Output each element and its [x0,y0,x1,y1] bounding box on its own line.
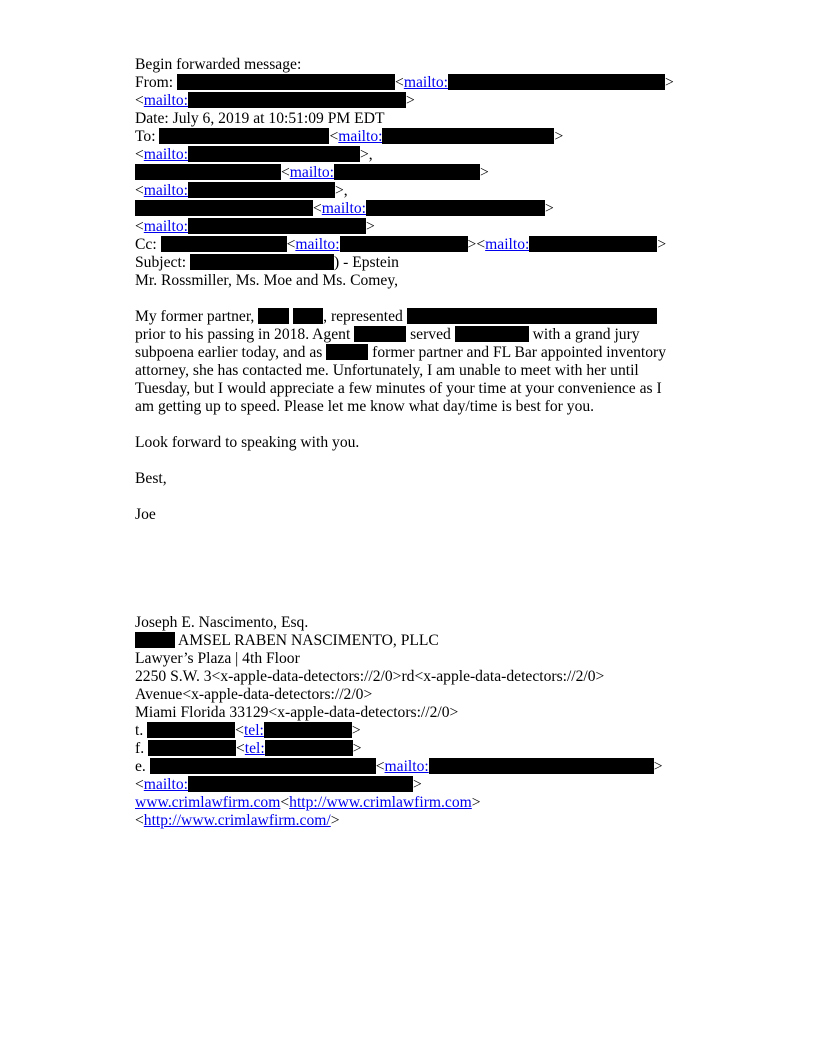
signature-name: Joseph E. Nascimento, Esq. [135,614,309,631]
redaction-block [159,128,329,144]
signature-email: e. <mailto: > [135,758,663,775]
signature-address-2: Avenue<x-apple-data-detectors://2/0> [135,686,373,703]
redaction-block [265,740,353,756]
body-line-5: Tuesday, but I would appreciate a few minutes of your time at your convenience as I [135,380,662,397]
redaction-block [150,758,376,774]
subject-line: Subject: ) - Epstein [135,254,399,271]
mailto-link[interactable]: mailto: [403,74,449,91]
body-line-2: prior to his passing in 2018. Agent served with a grand jury [135,326,640,343]
redaction-block [258,308,289,324]
redaction-block [429,758,654,774]
signature-firm: AMSEL RABEN NASCIMENTO, PLLC [135,632,439,650]
redaction-block [188,776,413,792]
from-line: From: <mailto: > [135,74,674,91]
mailto-link[interactable]: mailto: [289,164,334,181]
website-url-link[interactable]: http://www.crimlawfirm.com/ [143,812,331,829]
sender-first-name: Joe [135,506,156,523]
from-line-cont: <mailto: > [135,92,415,109]
website-url-link[interactable]: http://www.crimlawfirm.com [289,794,472,811]
body-line-4: attorney, she has contacted me. Unfortunately, I am unable to meet with her until [135,362,639,379]
redaction-block [188,182,335,198]
closing-line: Look forward to speaking with you. [135,434,360,451]
redaction-block [135,164,281,180]
redaction-block [448,74,665,90]
mailto-link[interactable]: mailto: [143,218,188,235]
subject-label: Subject: [135,254,187,271]
body-line-6: am getting up to speed. Please let me know what day/time is best for you. [135,398,595,415]
to-line: To: <mailto: > [135,128,564,145]
body-line-1: My former partner, , represented [135,308,657,326]
redaction-block [334,164,480,180]
signature-website-cont: <http://www.crimlawfirm.com/> [135,812,340,829]
redaction-block [190,254,334,270]
signature-phone: t. <tel: > [135,722,361,739]
redaction-block [382,128,554,144]
to-line-4: <mailto: >, [135,182,348,199]
redaction-block [135,200,313,216]
salutation: Mr. Rossmiller, Ms. Moe and Ms. Comey, [135,272,399,289]
to-label: To: [135,128,156,145]
redaction-block [147,722,235,738]
sign-off: Best, [135,470,167,487]
cc-line: Cc: <mailto: ><mailto: > [135,236,667,253]
mailto-link[interactable]: mailto: [143,182,188,199]
signature-plaza: Lawyer’s Plaza | 4th Floor [135,650,300,667]
redaction-block [161,236,287,252]
signature-email-cont: <mailto: > [135,776,422,793]
body-line-3: subpoena earlier today, and as former partner and FL Bar appointed inventory [135,344,667,361]
to-line-6: <mailto: > [135,218,375,235]
redaction-block [293,308,323,324]
signature-website: www.crimlawfirm.com<http://www.crimlawfirm.com> [135,794,481,811]
from-label: From: [135,74,174,91]
signature-fax: f. <tel: > [135,740,362,757]
website-link[interactable]: www.crimlawfirm.com [135,794,281,811]
forward-line: Begin forwarded message: [135,56,302,73]
mailto-link[interactable]: mailto: [384,758,429,775]
cc-label: Cc: [135,236,157,253]
redaction-block [326,344,368,360]
mailto-link[interactable]: mailto: [143,92,188,109]
redaction-block [455,326,529,342]
redaction-block [188,218,366,234]
mailto-link[interactable]: mailto: [295,236,340,253]
mailto-link[interactable]: mailto: [485,236,530,253]
redaction-block [264,722,352,738]
mailto-link[interactable]: mailto: [338,128,383,145]
redaction-block [177,74,395,90]
redaction-block [188,92,406,108]
date-line: Date: July 6, 2019 at 10:51:09 PM EDT [135,110,385,127]
redaction-block [407,308,657,324]
redaction-block [354,326,406,342]
tel-link[interactable]: tel: [244,740,265,757]
tel-link[interactable]: tel: [243,722,264,739]
signature-address-1: 2250 S.W. 3<x-apple-data-detectors://2/0>rd<x-apple-data-detectors://2/0> [135,668,605,685]
to-line-2: <mailto: >, [135,146,373,163]
signature-address-3: Miami Florida 33129<x-apple-data-detectors://2/0> [135,704,459,721]
redaction-block [366,200,545,216]
mailto-link[interactable]: mailto: [321,200,366,217]
redaction-block [529,236,657,252]
redaction-block [188,146,360,162]
redaction-block [148,740,236,756]
to-line-3: <mailto: > [135,164,489,182]
redaction-block [135,632,175,648]
to-line-5: <mailto: > [135,200,554,218]
redaction-block [340,236,468,252]
mailto-link[interactable]: mailto: [143,776,188,793]
mailto-link[interactable]: mailto: [143,146,188,163]
